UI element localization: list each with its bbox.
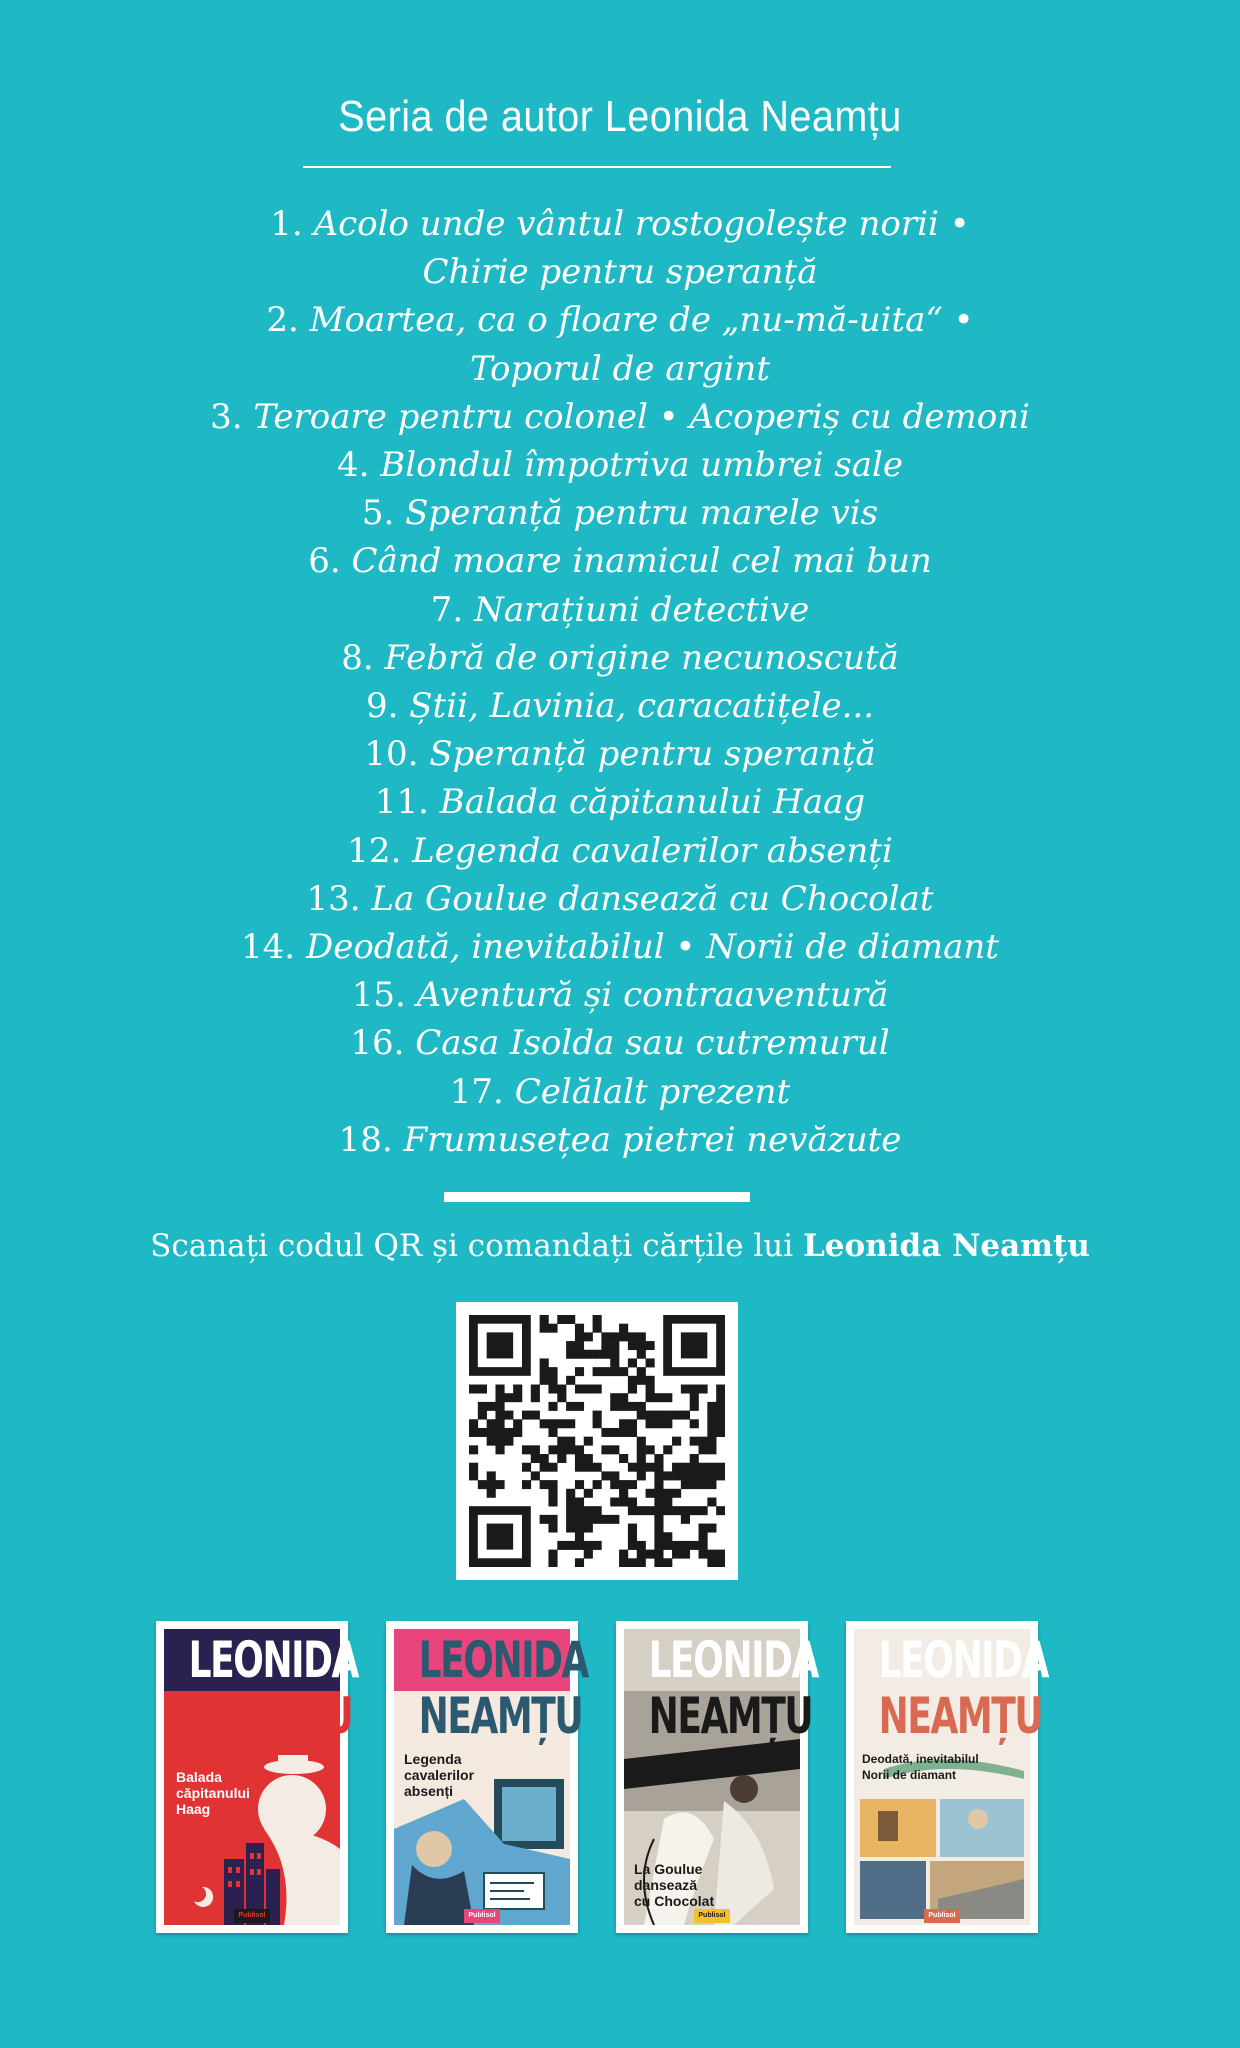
book-cover-la-goulue[interactable]: [616, 1621, 818, 1933]
title-text: Celălalt prezent: [514, 1071, 791, 1112]
title-item: [130, 393, 1110, 441]
book-covers: [156, 1621, 1048, 1933]
title-text: Balada căpitanului Haag: [439, 782, 866, 823]
qr-instruction: [0, 1228, 1240, 1264]
title-continuation: Chirie pentru speranță: [422, 252, 818, 293]
qr-instruction-text: Scanați codul QR și comandați cărțile lui: [150, 1228, 803, 1264]
title-number: 14.: [241, 927, 296, 968]
title-text: Speranță pentru speranță: [429, 734, 876, 775]
title-number: 12.: [347, 830, 402, 871]
title-item: [130, 489, 1110, 537]
title-item: [130, 875, 1110, 923]
title-item: [130, 923, 1110, 971]
book-subtitle: La Goulue dansează cu Chocolat: [634, 1861, 715, 1909]
qr-code-pattern: [469, 1315, 725, 1567]
title-number: 8.: [341, 637, 374, 678]
title-number: 13.: [306, 878, 361, 919]
title-text: Deodată, inevitabilul • Norii de diamant: [305, 927, 999, 968]
author-name: Leonida Neamțu: [803, 1228, 1090, 1264]
book-cover-text: [164, 1629, 358, 1925]
book-author-last: NEAMȚU: [418, 1687, 583, 1745]
book-cover-balada[interactable]: [156, 1621, 358, 1933]
title-text: La Goulue dansează cu Chocolat: [371, 878, 934, 919]
title-text: Moartea, ca o floare de „nu-mă-uita“ •: [309, 300, 974, 341]
qr-code[interactable]: [456, 1302, 738, 1580]
book-publisher: Publisol: [464, 1909, 500, 1923]
title-text: Frumusețea pietrei nevăzute: [403, 1119, 902, 1160]
title-number: 16.: [350, 1023, 405, 1064]
book-cover-deodata[interactable]: [846, 1621, 1048, 1933]
title-number: 6.: [308, 541, 341, 582]
title-number: 9.: [365, 686, 399, 727]
title-number: 15.: [351, 975, 406, 1016]
title-item: [130, 537, 1110, 585]
title-item: [130, 441, 1110, 489]
title-number: 17.: [449, 1071, 504, 1112]
title-text: Acolo unde vântul rostogolește norii •: [313, 204, 970, 244]
book-cover-text: [394, 1629, 588, 1925]
title-item: [130, 682, 1110, 730]
book-cover-text: [624, 1629, 818, 1925]
title-number: 2.: [266, 300, 299, 341]
book-cover-text: [854, 1629, 1048, 1925]
book-author-first: LEONIDA: [648, 1631, 818, 1689]
book-subtitle: Balada căpitanului Haag: [176, 1769, 250, 1817]
book-author-last: NEAMȚU: [878, 1687, 1043, 1745]
title-item: [130, 1068, 1110, 1116]
book-author-last: NEAMȚU: [188, 1687, 353, 1745]
book-publisher: Publisol: [694, 1909, 730, 1923]
section-divider: [444, 1192, 750, 1202]
title-number: 7.: [430, 589, 464, 630]
title-number: 5.: [361, 493, 395, 534]
book-subtitle: Legenda cavalerilor absenți: [404, 1751, 475, 1799]
title-text: Știi, Lavinia, caracatițele...: [409, 686, 875, 727]
title-item: [130, 634, 1110, 682]
title-item: [130, 1019, 1110, 1067]
title-number: 18.: [338, 1119, 393, 1160]
title-text: Casa Isolda sau cutremurul: [415, 1023, 890, 1064]
heading-underline: [303, 166, 891, 168]
title-number: 1.: [270, 204, 303, 244]
title-text: Speranță pentru marele vis: [405, 493, 879, 534]
title-item: [130, 778, 1110, 826]
title-text: Febră de origine necunoscută: [384, 637, 899, 678]
title-number: 10.: [364, 734, 419, 775]
book-publisher: Publisol: [234, 1909, 270, 1923]
title-number: 11.: [374, 782, 429, 823]
title-text: Aventură și contraaventură: [416, 975, 889, 1016]
title-item: [130, 730, 1110, 778]
title-text: Legenda cavalerilor absenți: [412, 830, 893, 871]
title-number: 3.: [210, 396, 243, 437]
title-item: [130, 971, 1110, 1019]
book-author-first: LEONIDA: [418, 1631, 588, 1689]
book-publisher: Publisol: [924, 1909, 960, 1923]
book-author-first: LEONIDA: [188, 1631, 358, 1689]
book-cover-legenda[interactable]: [386, 1621, 588, 1933]
title-number: 4.: [337, 445, 370, 486]
series-heading: [0, 92, 1240, 156]
book-title-list: [130, 200, 1110, 1164]
title-text: Teroare pentru colonel • Acoperiș cu demoni: [253, 396, 1030, 437]
title-text: Narațiuni detective: [474, 589, 810, 630]
book-subtitle: Deodată, inevitabilul Norii de diamant: [862, 1752, 979, 1782]
title-continuation: Toporul de argint: [470, 348, 770, 389]
title-item: [130, 827, 1110, 875]
book-author-first: LEONIDA: [878, 1631, 1048, 1689]
title-text: Când moare inamicul cel mai bun: [351, 541, 932, 582]
title-item: [130, 1116, 1110, 1164]
title-item: [130, 200, 1110, 296]
title-text: Blondul împotriva umbrei sale: [380, 445, 903, 486]
title-item: [130, 586, 1110, 634]
title-item: [130, 296, 1110, 392]
book-author-last: NEAMȚU: [648, 1687, 813, 1745]
series-heading-text: Seria de autor Leonida Neamțu: [338, 92, 902, 141]
